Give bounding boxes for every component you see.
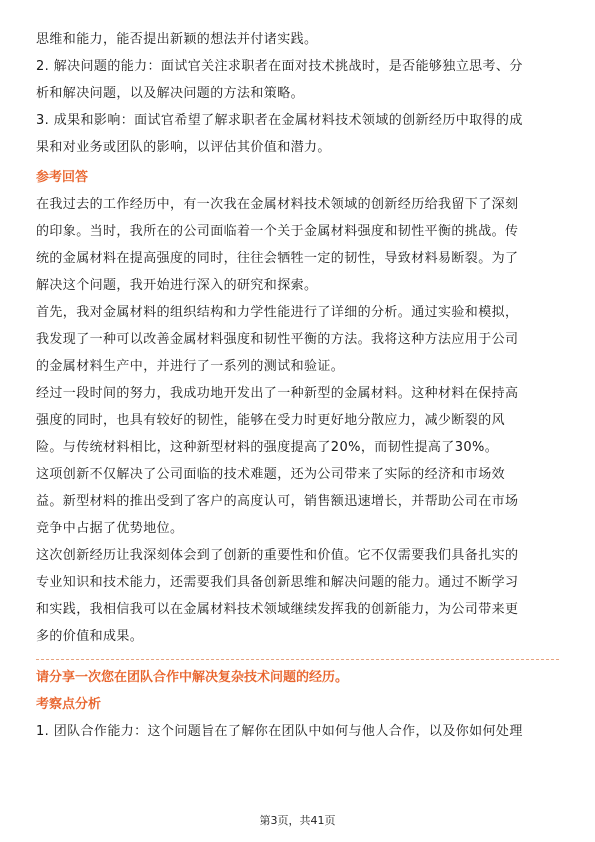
text-line: 多的价值和成果。 (36, 629, 144, 644)
page-number: 第3页，共41页 (259, 814, 336, 827)
text-line: 我发现了一种可以改善金属材料强度和韧性平衡的方法。我将这种方法应用于公司 (36, 332, 519, 347)
document-page (36, 26, 559, 745)
text-line: 在我过去的工作经历中，有一次我在金属材料技术领域的创新经历给我留下了深刻 (36, 197, 519, 212)
text-line: 和实践，我相信我可以在金属材料技术领域继续发挥我的创新能力，为公司带来更 (36, 602, 519, 617)
text-line: 果和对业务或团队的影响，以评估其价值和潜力。 (36, 140, 331, 155)
answer-section (36, 191, 559, 650)
text-line: 这项创新不仅解决了公司面临的技术难题，还为公司带来了实际的经济和市场效 (36, 467, 506, 482)
text-line: 这次创新经历让我深刻体会到了创新的重要性和价值。它不仅需要我们具备扎实的 (36, 548, 519, 563)
text-line: 3. 成果和影响：面试官希望了解求职者在金属材料技术领域的创新经历中取得的成 (36, 113, 523, 128)
text-line: 强度的同时，也具有较好的韧性，能够在受力时更好地分散应力，减少断裂的风 (36, 413, 506, 428)
text-line: 经过一段时间的努力，我成功地开发出了一种新型的金属材料。这种材料在保持高 (36, 386, 519, 401)
intro-section (36, 26, 559, 161)
text-line: 析和解决问题，以及解决问题的方法和策略。 (36, 86, 305, 101)
text-line: 思维和能力，能否提出新颖的想法并付诸实践。 (36, 32, 318, 47)
text-line: 专业知识和技术能力，还需要我们具备创新思维和解决问题的能力。通过不断学习 (36, 575, 519, 590)
text-line: 统的金属材料在提高强度的同时，往往会牺牲一定的韧性，导致材料易断裂。为了 (36, 251, 519, 266)
section-divider (36, 659, 559, 660)
question-title: 请分享一次您在团队合作中解决复杂技术问题的经历。 (36, 670, 349, 685)
text-line: 险。与传统材料相比，这种新型材料的强度提高了20%，而韧性提高了30%。 (36, 440, 499, 455)
text-line: 的印象。当时，我所在的公司面临着一个关于金属材料强度和韧性平衡的挑战。传 (36, 224, 519, 239)
text-line: 竞争中占据了优势地位。 (36, 521, 184, 536)
text-line: 首先，我对金属材料的组织结构和力学性能进行了详细的分析。通过实验和模拟， (36, 305, 519, 320)
text-line: 解决这个问题，我开始进行深入的研究和探索。 (36, 278, 318, 293)
answer-heading: 参考回答 (36, 170, 89, 185)
text-line: 的金属材料生产中，并进行了一系列的测试和验证。 (36, 359, 345, 374)
text-line: 益。新型材料的推出受到了客户的高度认可，销售额迅速增长，并帮助公司在市场 (36, 494, 519, 509)
analysis-section (36, 718, 559, 745)
text-line: 2. 解决问题的能力：面试官关注求职者在面对技术挑战时，是否能够独立思考、分 (36, 59, 523, 74)
text-line: 1. 团队合作能力：这个问题旨在了解你在团队中如何与他人合作，以及你如何处理 (36, 724, 523, 739)
analysis-heading: 考察点分析 (36, 697, 102, 712)
